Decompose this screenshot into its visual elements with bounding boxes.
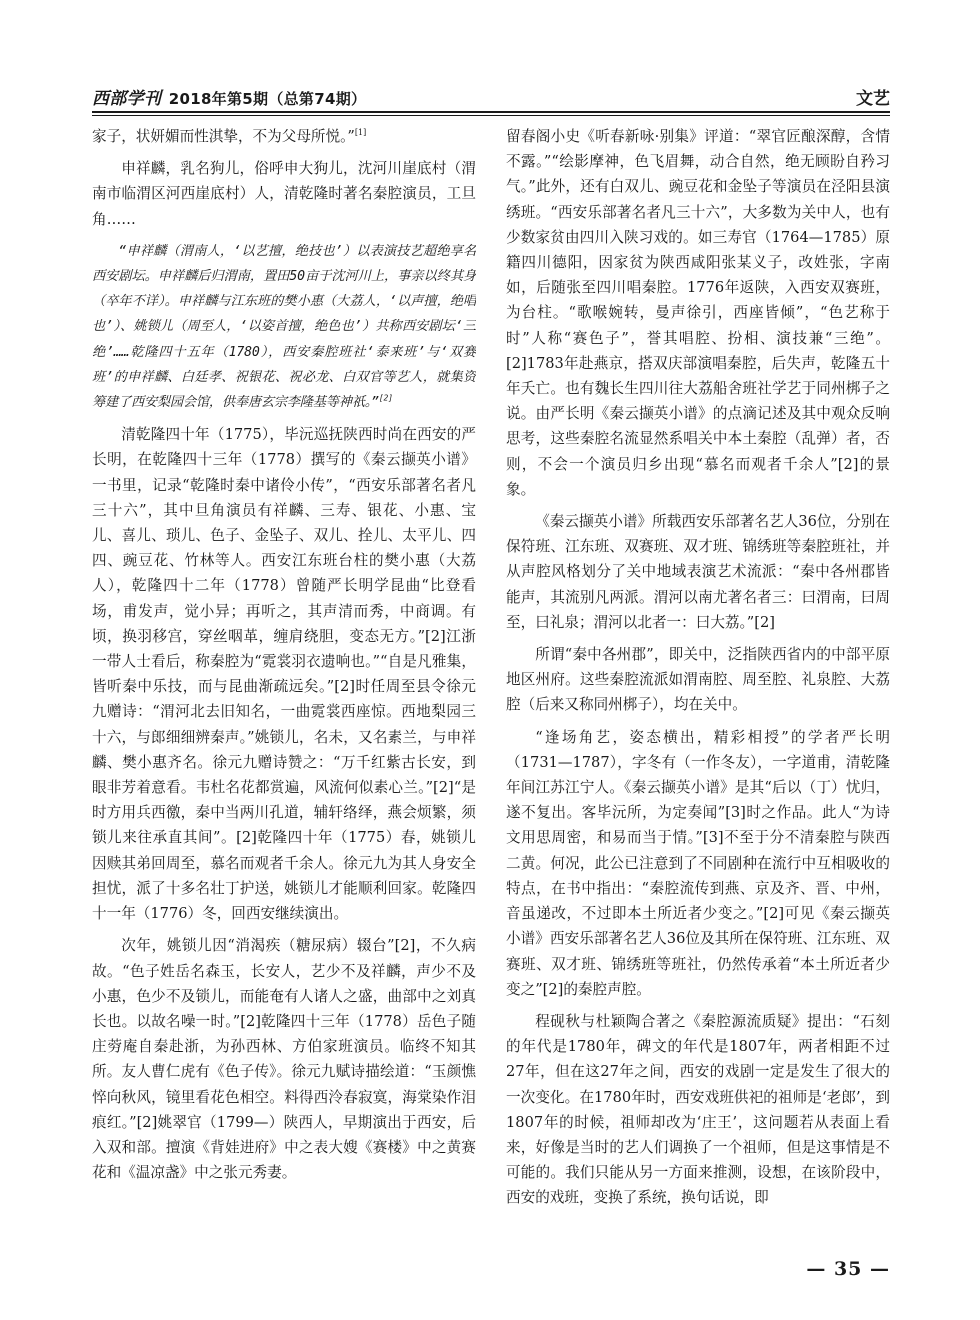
paragraph: [92, 422, 476, 926]
paragraph: [506, 1009, 890, 1211]
citation-ref: [2]: [378, 393, 393, 403]
paragraph-text: 所谓“秦中各州郡”，即关中，泛指陕西省内的中部平原地区州府。这些秦腔流派如渭南腔、周至腔、礼泉腔、大荔腔（后来又称同州梆子），均在关中。: [506, 646, 890, 714]
journal-logo: 西部学刊: [92, 89, 162, 109]
paragraph-text: 家子，状妍媚而性淇挚，不为父母所悦。”: [92, 128, 355, 145]
paragraph-text: 清乾隆四十年（1775），毕沅巡抚陕西时尚在西安的严长明，在乾隆四十三年（1778）撰写的《秦云撷英小谱》一书里，记录“乾隆时秦中诸伶小传”，“西安乐部著名者凡三十六”，其中旦角演员有祥麟、三寿、银花、小惠、宝儿、喜儿、琐儿、色子、金坠子、双儿、拴儿、太平儿、四四、豌豆花、竹林等人。西安江东班台柱的樊小惠（大荔人），乾隆四十二年（1778）曾随严长明学昆曲“比登看场，甫发声，觉小异；再听之，其声清而秀，中商调。有顷，换羽移宫，穿丝咽革，缠肩绕胆，变态无方。”[2]江浙一带人士看后，称秦腔为“霓裳羽衣遗响也。”“自是凡雅集，皆听秦中乐技，而与昆曲渐疏远矣。”[2]时任周至县令徐元九赠诗：“渭河北去旧知名，一曲霓裳西座惊。西地梨园三十六，与郎细细辨秦声。”姚锁儿，名未，又名素兰，与申祥麟、樊小惠齐名。徐元九赠诗赞之：“万千红紫古长安，到眼非芳着意看。韦杜名花都赏遍，风流何似素心兰。”[2]“是时方用兵西徼，秦中当两川孔道，辅轩络绎，燕会烦繁，须锁儿来往承直其间”。[2]乾隆四十年（1775）春，姚锁儿因赎其弟回周至，慕名而观者千余人。徐元九为其人身安全担忧，派了十多名壮丁护送，姚锁儿才能顺利回家。乾隆四十一年（1776）冬，回西安继续演出。: [92, 426, 476, 923]
issue-info: 2018年第5期（总第74期）: [168, 90, 367, 108]
page-header: [92, 84, 890, 108]
paragraph: [92, 124, 476, 149]
paragraph: [506, 725, 890, 1002]
paragraph-text: 留春阁小史《听春新咏·别集》评道：“翠官匠酿深醇，含情不露。”“绘影摩神，色飞眉舞，动合自然，绝无顾盼自矜习气。”此外，还有白双儿、豌豆花和金坠子等演员在泾阳县演绣班。“西安乐部著名者凡三十六”，大多数为关中人，也有少数家贫由四川入陕习戏的。如三寿官（1764—1785）原籍四川德阳，因家贫为陕西咸阳张某义子，改姓张，字南如，后随张至四川唱秦腔。1776年返陕，入西安双赛班，为台柱。“歌喉婉转，曼声徐引，西座皆倾”，“色艺称于时”人称“赛色子”，誉其唱腔、扮相、演技兼“三绝”。[2]1783年赴燕京，搭双庆部演唱秦腔，后失声，乾隆五十年夭亡。也有魏长生四川往大荔船舍班社学艺于同州梆子之说。由严长明《秦云撷英小谱》的点滴记述及其中观众反响思考，这些秦腔名流显然系唱关中本土秦腔（乱弹）者，否则，不会一个演员归乡出现“慕名而观者千余人”[2]的景象。: [506, 128, 890, 498]
header-rule: [92, 111, 890, 113]
paragraph-text: “逢场角艺，姿态横出，精彩相授”的学者严长明（1731—1787），字冬有（一作冬友），一字道甫，清乾隆年间江苏江宁人。《秦云撷英小谱》是其“后以（丁）忧归，遂不复出。客毕沅所，为定奏闻”[3]时之作品。此人“为诗文用思周密，和易而当于情。”[3]不至于分不清秦腔与陕西二黄。何况，此公已注意到了不同剧种在流行中互相吸收的特点，在书中指出：“秦腔流传到燕、京及齐、晋、中州，音虽递改，不过即本土所近者少变之。”[2]可见《秦云撷英小谱》西安乐部著名艺人36位及其所在保符班、江东班、双赛班、双才班、锦绣班等班社，仍然传承着“本土所近者少变之”[2]的秦腔声腔。: [506, 728, 890, 998]
section-label: 文艺: [856, 89, 890, 109]
left-column: [92, 124, 476, 1256]
paragraph-text: “申祥麟（渭南人，‘以艺擅，绝技也’）以表演技艺超绝享名西安剧坛。申祥麟后归渭南，置田50亩于沈河川上，事亲以终其身（卒年不详）。申祥麟与江东班的樊小惠（大荔人，‘以声擅，绝唱也’）、姚锁儿（周至人，‘以姿首擅，绝色也’）共称西安剧坛‘三绝’……乾隆四十五年（1780），西安秦腔班社‘泰来班’与‘双赛班’的申祥麟、白廷孝、祝银花、祝必龙、白双官等艺人，就集资筹建了西安梨园会馆，供奉唐玄宗李隆基等神祇。”: [92, 243, 476, 411]
journal-masthead: [92, 84, 366, 109]
right-column: [506, 124, 890, 1256]
paragraph: [506, 124, 890, 502]
paragraph: [92, 933, 476, 1185]
paragraph: [92, 239, 476, 415]
paragraph-text: 申祥麟，乳名狗儿，俗呼申大狗儿，沈河川崖底村（渭南市临渭区河西崖底村）人，清乾隆时著名秦腔演员，工旦角……: [92, 160, 476, 228]
citation-ref: [1]: [354, 128, 367, 138]
paragraph-text: 《秦云撷英小谱》所载西安乐部著名艺人36位，分别在保符班、江东班、双赛班、双才班、锦绣班等秦腔班社，并从声腔风格划分了关中地域表演艺术流派：“秦中各州郡皆能声，其流别凡两派。渭河以南尤著名者三：曰渭南，曰周至，曰礼泉；渭河以北者一：曰大荔。”[2]: [506, 513, 890, 631]
paragraph-text: 程砚秋与杜颖陶合著之《秦腔源流质疑》提出：“石刻的年代是1780年，碑文的年代是1807年，两者相距不过27年，但在这27年之间，西安的戏剧一定是发生了很大的一次变化。在1780年时，西安戏班供祀的祖师是‘老郎’，到1807年的时候，祖师却改为‘庄王’，这问题若从表面上看来，好像是当时的艺人们调换了一个祖师，但是这事情是不可能的。我们只能从另一方面来推测，设想，在该阶段中，西安的戏班，变换了系统，换句话说，即: [506, 1012, 890, 1207]
page-number: — 35 —: [806, 1258, 890, 1280]
header-rule-thin: [92, 115, 890, 116]
paragraph: [92, 156, 476, 232]
paragraph: [506, 642, 890, 718]
paragraph-text: 次年，姚锁儿因“消渴疾（糖尿病）辍台”[2]，不久病故。“色子姓岳名森玉，长安人，艺少不及祥麟，声少不及小惠，色少不及锁儿，而能奄有人诸人之盛，曲部中之刘真长也。以故名噪一时。”[2]乾隆四十三年（1778）岳色子随庄䓖庵自秦赴浙，为孙西林、方伯家班演员。临终不知其所。友人曹仁虎有《色子传》。徐元九赋诗描绘道：“玉颜憔悴向秋风，镜里看花色相空。料得西泠春寂寞，海棠染作泪痕红。”[2]姚翠官（1799—）陕西人，早期演出于西安，后入双和部。擅演《背娃进府》中之表大嫂《赛楼》中之黄赛花和《温凉盏》中之张元秀妻。: [92, 937, 476, 1182]
paragraph: [506, 509, 890, 635]
